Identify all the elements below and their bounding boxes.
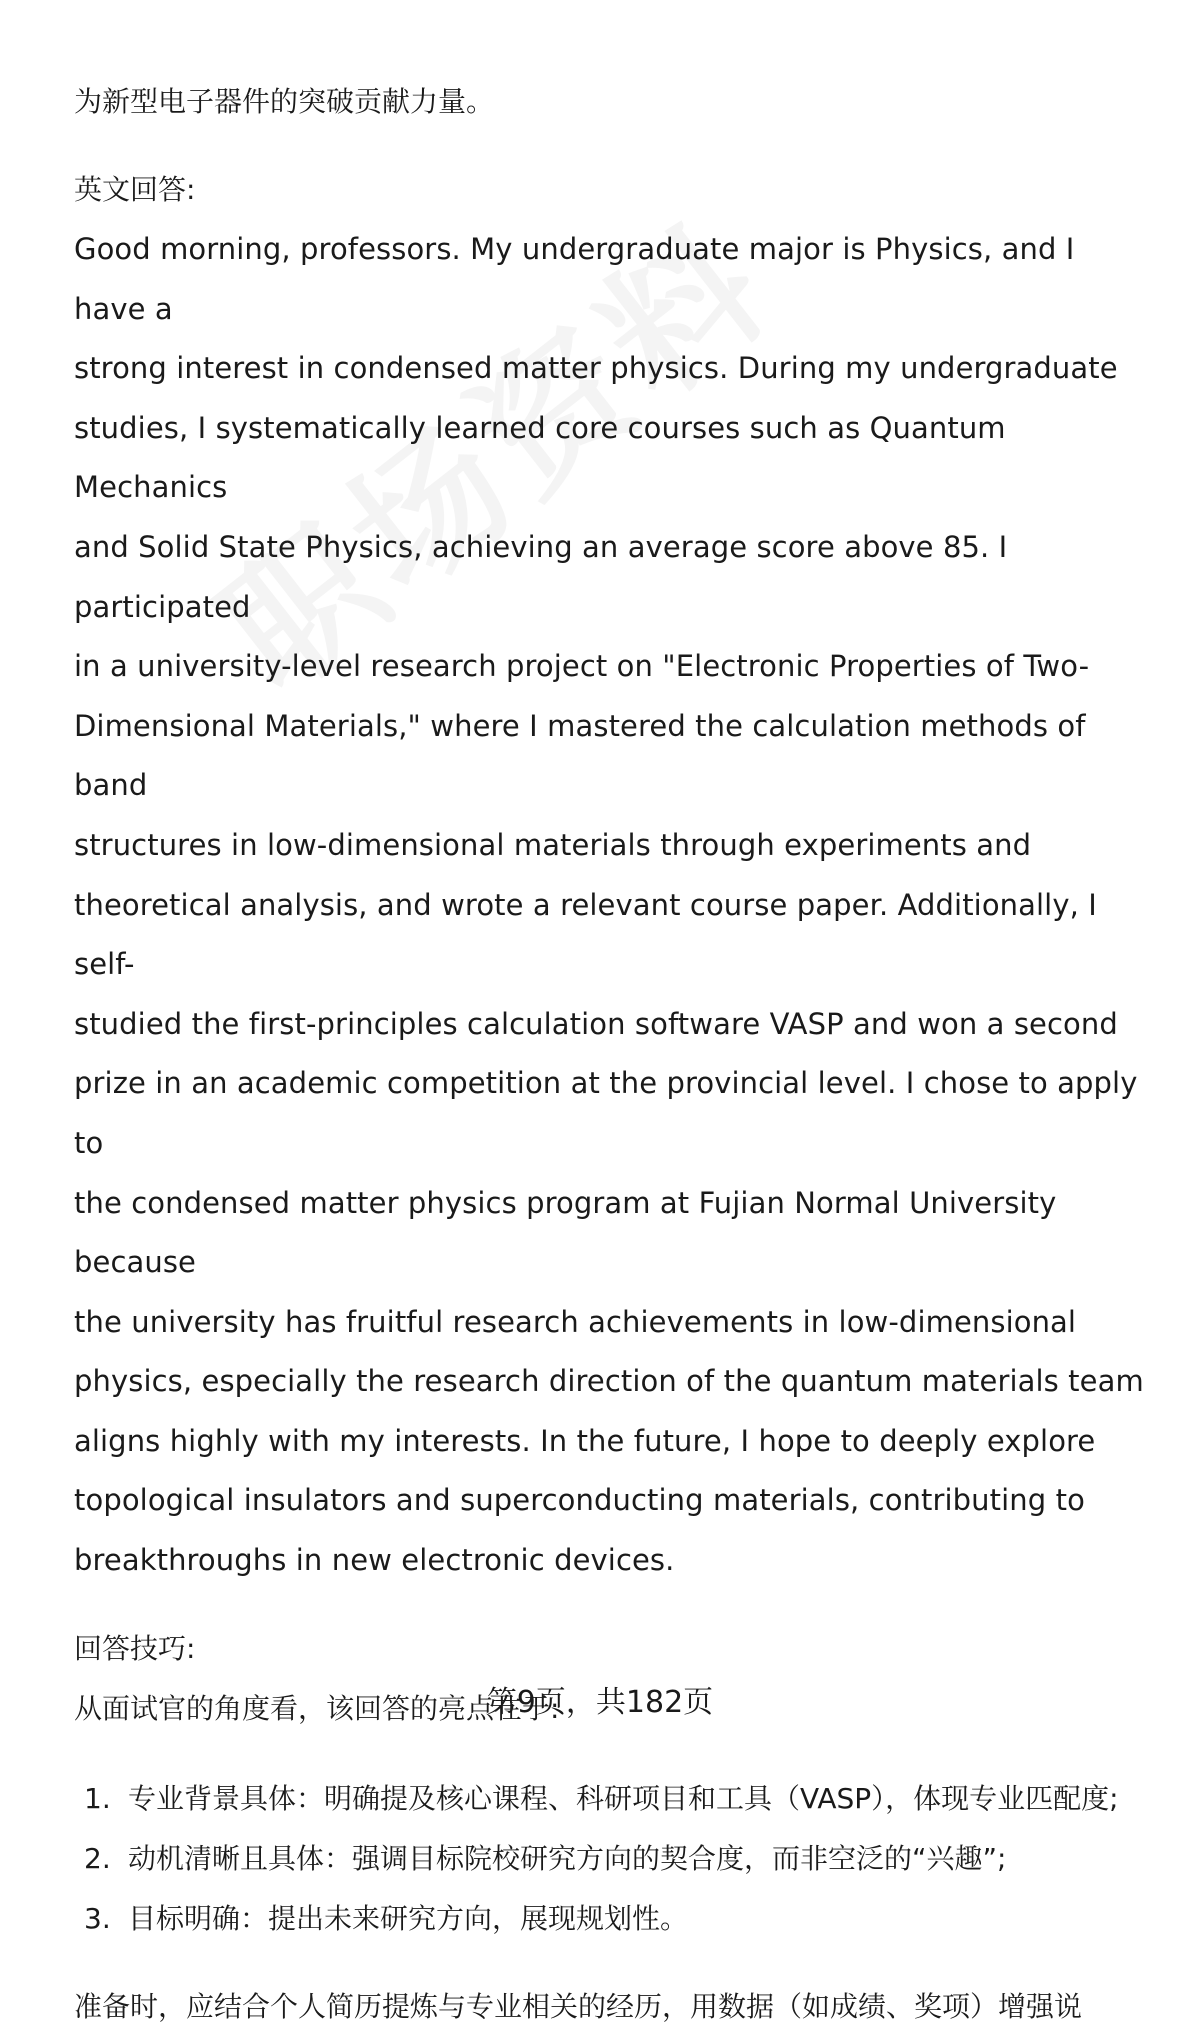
closing-text: 准备时，应结合个人简历提炼与专业相关的经历，用数据（如成绩、奖项）增强说 [74, 1989, 1083, 2023]
list-item-text: 专业背景具体：明确提及核心课程、科研项目和工具（VASP），体现专业匹配度; [128, 1781, 1119, 1815]
list-item [74, 1829, 1154, 1889]
list-item-number: 2. [84, 1841, 111, 1875]
list-item [74, 1769, 1154, 1829]
english-answer-text: Good morning, professors. My undergraduate major is Physics, and I have a strong interest in condensed matter physics. During my undergraduate studies, I systematically learned core courses such as Quantum Mechanics and Solid State Physics, achieving an average score above 85. I participated in a university-level research project on "Electronic Properties of Two- Dimensional Materials," where I mastered the calculation methods of band structures in low-dimensional materials through experiments and theoretical analysis, and wrote a relevant course paper. Additionally, I self- studied the first-principles calculation software VASP and won a second prize in an academic competition at the provincial level. I chose to apply to the condensed matter physics program at Fujian Normal University because the university has fruitful research achievements in low-dimensional physics, especially the research direction of the quantum materials team aligns highly with my interests. In the future, I hope to deeply explore topological insulators and superconducting materials, contributing to breakthroughs in new electronic devices. [74, 232, 1144, 1578]
intro-tail-text: 为新型电子器件的突破贡献力量。 [74, 85, 495, 118]
list-item-text: 目标明确：提出未来研究方向，展现规划性。 [128, 1901, 689, 1935]
tips-list [74, 1769, 1154, 1949]
tips-heading: 回答技巧: [74, 1631, 196, 1665]
list-item-number: 1. [84, 1781, 111, 1815]
page-content [74, 72, 1154, 2037]
list-item [74, 1889, 1154, 1949]
english-answer-heading: 英文回答: [74, 173, 196, 206]
list-item-text: 动机清晰且具体：强调目标院校研究方向的契合度，而非空泛的“兴趣”; [128, 1841, 1007, 1875]
list-item-number: 3. [84, 1901, 111, 1935]
page-number-footer: 第9页，共182页 [486, 1685, 714, 1720]
tips-intro-text: 从面试官的角度看，该回答的亮点在于: [74, 1691, 560, 1725]
